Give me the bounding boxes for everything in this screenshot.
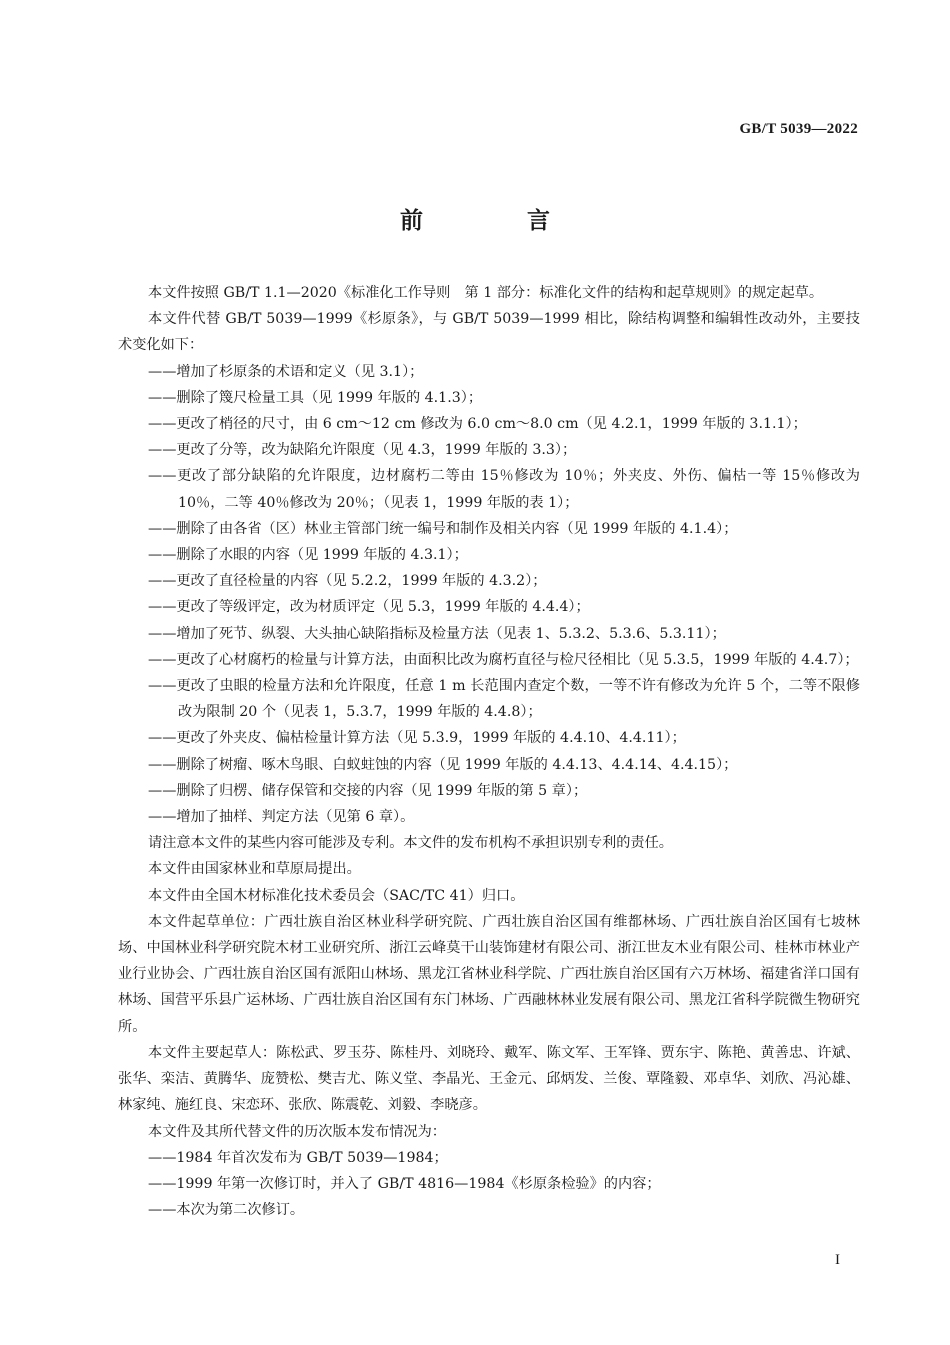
page-title: 前 言 [399, 208, 598, 234]
change-list-item: ——删除了树瘤、啄木鸟眼、白蚁蛀蚀的内容（见 1999 年版的 4.4.13、4.4.14、4.4.15）； [148, 756, 738, 773]
change-list-item: ——删除了归楞、储存保管和交接的内容（见 1999 年版的第 5 章）； [148, 782, 588, 799]
change-list-item: ——删除了水眼的内容（见 1999 年版的 4.3.1）； [148, 547, 468, 564]
foreword-paragraph: 本文件代替 GB/T 5039—1999《杉原条》，与 GB/T 5039—1999 相比，除结构调整和编辑性改动外，主要技术变化如下： [118, 311, 860, 354]
change-list-item: ——本次为第二次修订。 [148, 1202, 305, 1219]
change-list-item: ——更改了部分缺陷的允许限度，边材腐朽二等由 15％修改为 10％；外夹皮、外伤、偏枯一等 15％修改为 10％，二等 40％修改为 20％；（见表 1，1999 年版的表 1）； [148, 468, 860, 511]
change-list-item: ——1984 年首次发布为 GB/T 5039—1984； [148, 1149, 448, 1166]
change-list-item: ——更改了外夹皮、偏枯检量计算方法（见 5.3.9，1999 年版的 4.4.10、4.4.11）； [148, 730, 686, 747]
foreword-paragraph: 本文件按照 GB/T 1.1—2020《标准化工作导则 第 1 部分：标准化文件的结构和起草规则》的规定起草。 [148, 285, 824, 301]
change-list-item: ——更改了直径检量的内容（见 5.2.2，1999 年版的 4.3.2）； [148, 573, 547, 590]
standard-number: GB/T 5039—2022 [739, 121, 858, 137]
change-list-item: ——删除了由各省（区）林业主管部门统一编号和制作及相关内容（见 1999 年版的 4.1.4）； [148, 520, 738, 537]
foreword-paragraph: 本文件由国家林业和草原局提出。 [148, 861, 361, 878]
foreword-paragraph: 本文件起草单位：广西壮族自治区林业科学研究院、广西壮族自治区国有维都林场、广西壮族自治区国有七坡林场、中国林业科学研究院木材工业研究所、浙江云峰莫干山装饰建材有限公司、浙江世友木业有限公司、桂林市林业产业行业协会、广西壮族自治区国有派阳山林场、黑龙江省林业科学院、广西壮族自治区国有六万林场、福建省洋口国有林场、国营平乐县广运林场、广西壮族自治区国有东门林场、广西融林林业发展有限公司、黑龙江省科学院微生物研究所。 [118, 913, 860, 1035]
change-list-item: ——增加了死节、纵裂、大头抽心缺陷指标及检量方法（见表 1、5.3.2、5.3.6、5.3.11）； [148, 625, 726, 642]
change-list-item: ——1999 年第一次修订时，并入了 GB/T 4816—1984《杉原条检验》的内容； [148, 1175, 661, 1192]
change-list-item: ——更改了心材腐朽的检量与计算方法，由面积比改为腐朽直径与检尺径相比（见 5.3.5，1999 年版的 4.4.7）； [148, 651, 859, 668]
foreword-paragraph: 本文件及其所代替文件的历次版本发布情况为： [148, 1123, 446, 1140]
change-list-item: ——更改了分等，改为缺陷允许限度（见 4.3，1999 年版的 3.3）； [148, 442, 577, 459]
change-list-item: ——更改了梢径的尺寸，由 6 cm～12 cm 修改为 6.0 cm～8.0 cm（见 4.2.1，1999 年版的 3.1.1）； [148, 416, 807, 433]
page-number: I [835, 1252, 840, 1268]
change-list-item: ——删除了篾尺检量工具（见 1999 年版的 4.1.3）； [148, 389, 483, 406]
change-list-item: ——更改了虫眼的检量方法和允许限度，任意 1 m 长范围内查定个数，一等不许有修改为允许 5 个，二等不限修改为限制 20 个（见表 1，5.3.7，1999 年版的 4.4.8）； [148, 678, 860, 721]
foreword-paragraph: 本文件主要起草人：陈松武、罗玉芬、陈桂丹、刘晓玲、戴军、陈文军、王军锋、贾东宇、陈艳、黄善忠、许斌、张华、栾洁、黄腾华、庞赞松、樊吉尤、陈义堂、李晶光、王金元、邱炳发、兰俊、覃隆毅、邓卓华、刘欣、冯沁雄、林家纯、施红良、宋恋环、张欣、陈震乾、刘毅、李晓彦。 [118, 1044, 860, 1114]
foreword-paragraph: 本文件由全国木材标准化技术委员会（SAC/TC 41）归口。 [148, 887, 525, 904]
change-list-item: ——增加了抽样、判定方法（见第 6 章）。 [148, 809, 415, 826]
foreword-body [118, 280, 860, 1223]
change-list-item: ——更改了等级评定，改为材质评定（见 5.3，1999 年版的 4.4.4）； [148, 599, 590, 616]
change-list-item: ——增加了杉原条的术语和定义（见 3.1）； [148, 363, 424, 380]
foreword-paragraph: 请注意本文件的某些内容可能涉及专利。本文件的发布机构不承担识别专利的责任。 [148, 835, 673, 852]
